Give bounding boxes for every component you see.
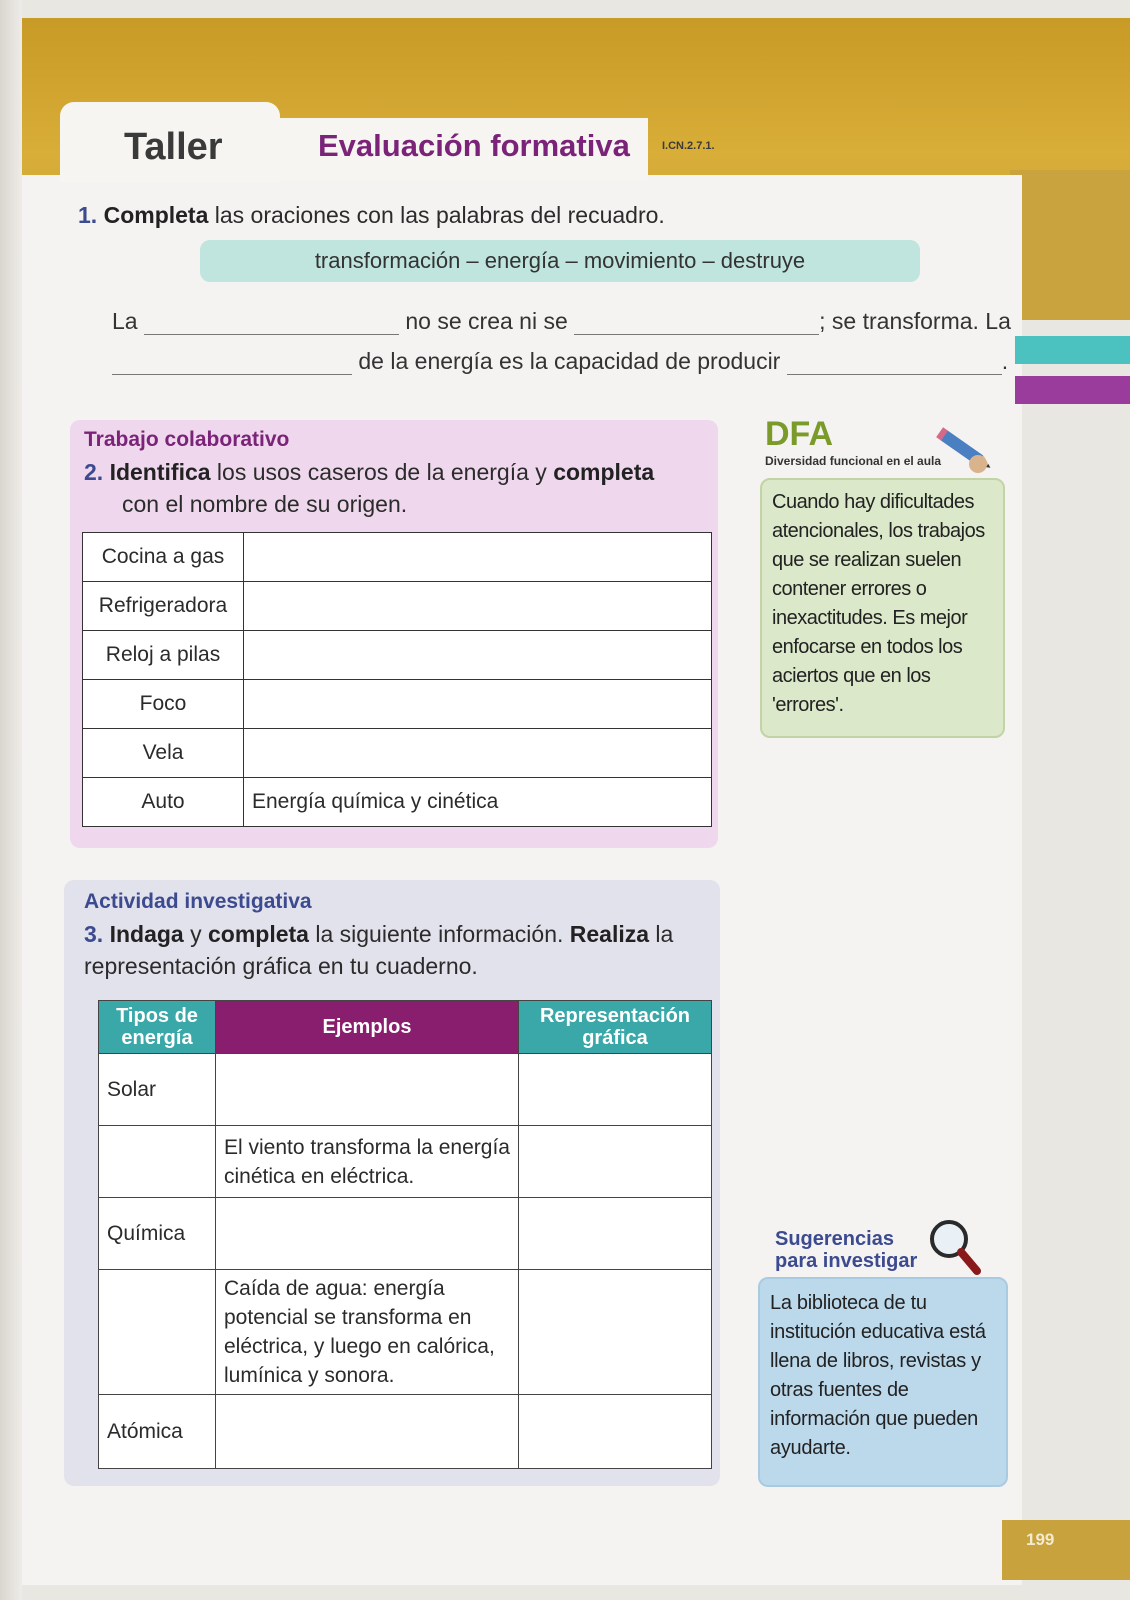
sentence-text: de la energía es la capacidad de producir bbox=[358, 348, 781, 374]
answer-cell: Energía química y cinética bbox=[244, 778, 712, 827]
answer-cell[interactable] bbox=[244, 582, 712, 631]
question-1-number: 1. bbox=[78, 202, 98, 228]
blank-destruye[interactable] bbox=[574, 314, 819, 335]
question-3-text-3: la representación gráfica en tu cuaderno. bbox=[84, 921, 674, 979]
table-header-row bbox=[99, 1001, 712, 1054]
row-label: Foco bbox=[83, 680, 244, 729]
table-row bbox=[83, 533, 712, 582]
table-row bbox=[99, 1270, 712, 1395]
suggestions-title-line-1: Sugerencias bbox=[775, 1228, 894, 1250]
photo-background-right bbox=[1010, 170, 1130, 320]
representacion-cell[interactable] bbox=[519, 1198, 712, 1270]
magnifier-icon bbox=[925, 1215, 985, 1284]
question-2-verb-2: completa bbox=[553, 459, 655, 485]
sentence-text: . bbox=[1001, 348, 1009, 374]
word-bank: transformación – energía – movimiento – destruye bbox=[200, 240, 920, 282]
question-3-verb-2: completa bbox=[207, 921, 309, 947]
blank-transformacion[interactable] bbox=[112, 354, 352, 375]
pencil-icon bbox=[930, 420, 1000, 485]
page-number: 199 bbox=[1002, 1520, 1130, 1580]
dfa-subtitle: Diversidad funcional en el aula bbox=[765, 454, 942, 468]
row-label: Reloj a pilas bbox=[83, 631, 244, 680]
question-2-number: 2. bbox=[84, 459, 104, 485]
dfa-note: Cuando hay dificultades atencionales, los trabajos que se realizan suelen contener errores o inexactitudes. Es mejor enfocarse en todos los aciertos que en los 'errores'. bbox=[760, 478, 1005, 738]
investigative-title: Actividad investigativa bbox=[84, 890, 312, 913]
blank-movimiento[interactable] bbox=[787, 354, 1002, 375]
question-2 bbox=[84, 456, 704, 520]
ejemplo-cell[interactable] bbox=[216, 1395, 519, 1469]
table-row bbox=[99, 1126, 712, 1198]
table-row bbox=[83, 778, 712, 827]
representacion-cell[interactable] bbox=[519, 1270, 712, 1395]
table-row bbox=[83, 582, 712, 631]
answer-cell[interactable] bbox=[244, 680, 712, 729]
row-label: Vela bbox=[83, 729, 244, 778]
question-3-text-2: la siguiente información. bbox=[308, 921, 570, 947]
question-1 bbox=[78, 202, 665, 229]
section-title-evaluacion: Evaluación formativa bbox=[318, 128, 630, 163]
question-2-text-2: con el nombre de su origen. bbox=[122, 491, 408, 517]
side-tab-teal bbox=[1015, 336, 1130, 364]
table-row bbox=[83, 631, 712, 680]
row-label: Refrigeradora bbox=[83, 582, 244, 631]
curriculum-code: I.CN.2.7.1. bbox=[662, 140, 715, 152]
ejemplo-cell[interactable] bbox=[216, 1054, 519, 1126]
sentence-text: ; se transforma. La bbox=[819, 308, 1011, 334]
representacion-cell[interactable] bbox=[519, 1395, 712, 1469]
question-3-verb-3: Realiza bbox=[569, 921, 650, 947]
blank-energia[interactable] bbox=[144, 314, 399, 335]
table-row bbox=[99, 1198, 712, 1270]
representacion-cell[interactable] bbox=[519, 1126, 712, 1198]
fill-sentence-line-1 bbox=[112, 308, 1011, 335]
side-tab-purple bbox=[1015, 376, 1130, 404]
tipo-cell[interactable] bbox=[99, 1270, 216, 1395]
row-label: Auto bbox=[83, 778, 244, 827]
suggestions-note: La biblioteca de tu institución educativa está llena de libros, revistas y otras fuentes de información que pueden ayudarte. bbox=[758, 1277, 1008, 1487]
tipo-cell: Química bbox=[99, 1198, 216, 1270]
table-row bbox=[99, 1054, 712, 1126]
question-3 bbox=[84, 918, 704, 982]
table-row bbox=[83, 680, 712, 729]
fill-sentence-line-2 bbox=[112, 348, 1008, 375]
table-row bbox=[83, 729, 712, 778]
ejemplo-cell: El viento transforma la energía cinética en eléctrica. bbox=[216, 1126, 519, 1198]
sentence-text: no se crea ni se bbox=[405, 308, 568, 334]
suggestions-title-line-2: para investigar bbox=[775, 1250, 918, 1272]
suggestions-title bbox=[775, 1228, 917, 1272]
tipo-cell: Solar bbox=[99, 1054, 216, 1126]
answer-cell[interactable] bbox=[244, 533, 712, 582]
question-2-verb-1: Identifica bbox=[109, 459, 211, 485]
tipo-cell[interactable] bbox=[99, 1126, 216, 1198]
question-3-number: 3. bbox=[84, 921, 104, 947]
sentence-text: La bbox=[112, 308, 138, 334]
energy-uses-table bbox=[82, 532, 712, 827]
header-ejemplos: Ejemplos bbox=[216, 1001, 519, 1054]
answer-cell[interactable] bbox=[244, 631, 712, 680]
dfa-title: DFA bbox=[765, 415, 833, 453]
row-label: Cocina a gas bbox=[83, 533, 244, 582]
ejemplo-cell[interactable] bbox=[216, 1198, 519, 1270]
question-1-verb: Completa bbox=[103, 202, 209, 228]
header-tipos: Tipos de energía bbox=[99, 1001, 216, 1054]
section-title-taller: Taller bbox=[124, 126, 223, 168]
tipo-cell: Atómica bbox=[99, 1395, 216, 1469]
question-2-text-1: los usos caseros de la energía y bbox=[210, 459, 554, 485]
page-gutter-shadow bbox=[0, 0, 22, 1600]
question-3-verb-1: Indaga bbox=[109, 921, 184, 947]
table-row bbox=[99, 1395, 712, 1469]
ejemplo-cell: Caída de agua: energía potencial se transforma en eléctrica, y luego en calórica, lumínica y sonora. bbox=[216, 1270, 519, 1395]
question-1-text: las oraciones con las palabras del recuadro. bbox=[208, 202, 665, 228]
answer-cell[interactable] bbox=[244, 729, 712, 778]
question-3-text-1: y bbox=[183, 921, 208, 947]
header-representacion: Representación gráfica bbox=[519, 1001, 712, 1054]
collaborative-title: Trabajo colaborativo bbox=[84, 428, 290, 451]
representacion-cell[interactable] bbox=[519, 1054, 712, 1126]
energy-types-table bbox=[98, 1000, 712, 1469]
